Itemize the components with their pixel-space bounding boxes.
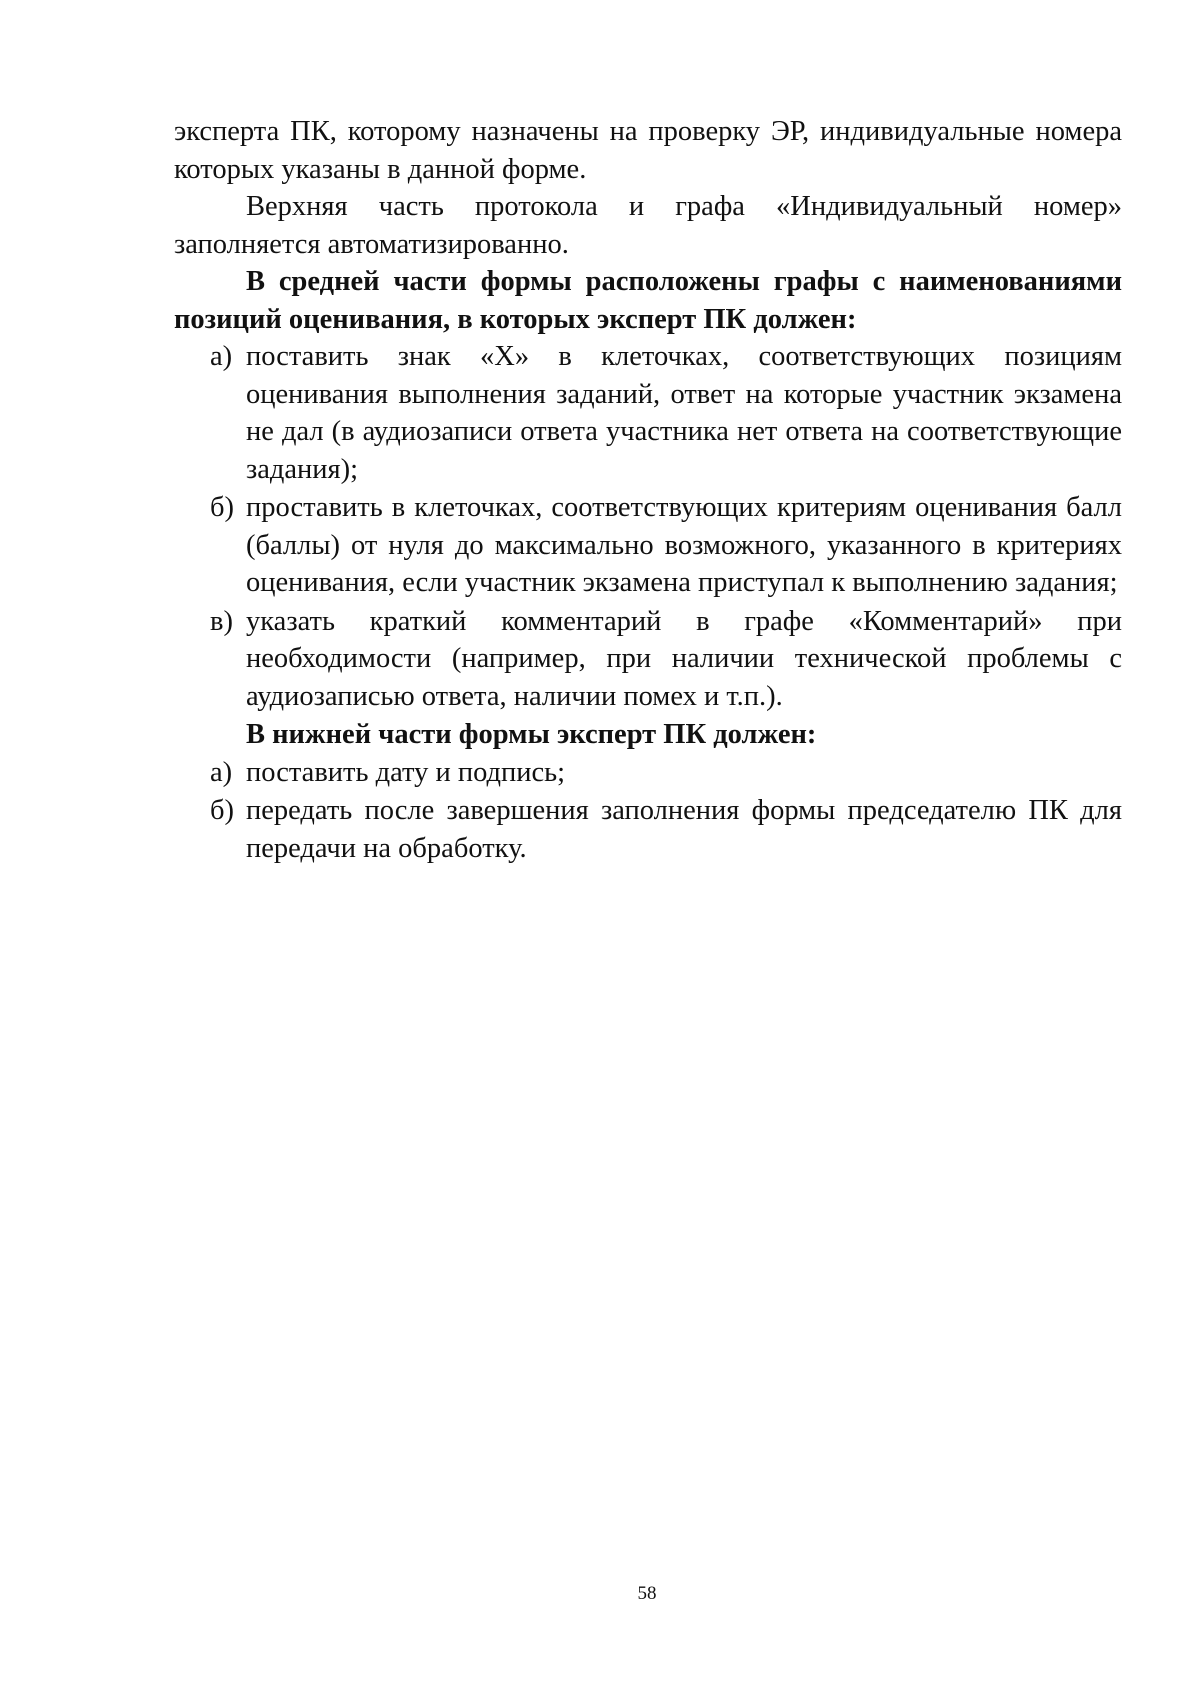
list-marker: а) [210, 756, 233, 788]
list-item-text: передать после завершения заполнения формы председателю ПК для передачи на обработку. [246, 795, 1122, 864]
list-marker: а) [210, 341, 233, 372]
page-number: 58 [637, 1583, 657, 1604]
page-body [174, 113, 1122, 868]
list-item-text: проставить в клеточках, соответствующих критериям оценивания балл (баллы) от нуля до максимально возможного, указанного в критериях оценивания, если участник экзамена приступал к выполнению задания; [246, 492, 1122, 598]
bottom-part-heading: В нижней части формы эксперт ПК должен: [246, 719, 817, 750]
list-item-text: поставить дату и подпись; [246, 756, 566, 788]
list-item [174, 489, 1122, 602]
list-item-text: поставить знак «Х» в клеточках, соответствующих позициям оценивания выполнения заданий, ответ на которые участник экзамена не дал (в аудиозаписи ответа участника нет ответа на соответствующие задания); [246, 341, 1122, 485]
bottom-part-list [174, 754, 1122, 868]
middle-part-list [174, 338, 1122, 715]
middle-part-heading: В средней части формы расположены графы с наименованиями позиций оценивания, в которых эксперт ПК должен: [174, 266, 1122, 335]
list-item [174, 338, 1122, 488]
list-marker: в) [210, 605, 233, 637]
paragraph-intro: эксперта ПК, которому назначены на проверку ЭР, индивидуальные номера которых указаны в данной форме. [174, 116, 1122, 185]
list-item [174, 754, 1122, 792]
paragraph-top-part: Верхняя часть протокола и графа «Индивидуальный номер» заполняется автоматизированно. [174, 191, 1122, 260]
list-marker: б) [210, 492, 234, 523]
list-item [174, 792, 1122, 867]
list-marker: б) [210, 795, 234, 826]
list-item [174, 603, 1122, 716]
list-item-text: указать краткий комментарий в графе «Комментарий» при необходимости (например, при наличии технической проблемы с аудиозаписью ответа, наличии помех и т.п.). [246, 605, 1122, 712]
